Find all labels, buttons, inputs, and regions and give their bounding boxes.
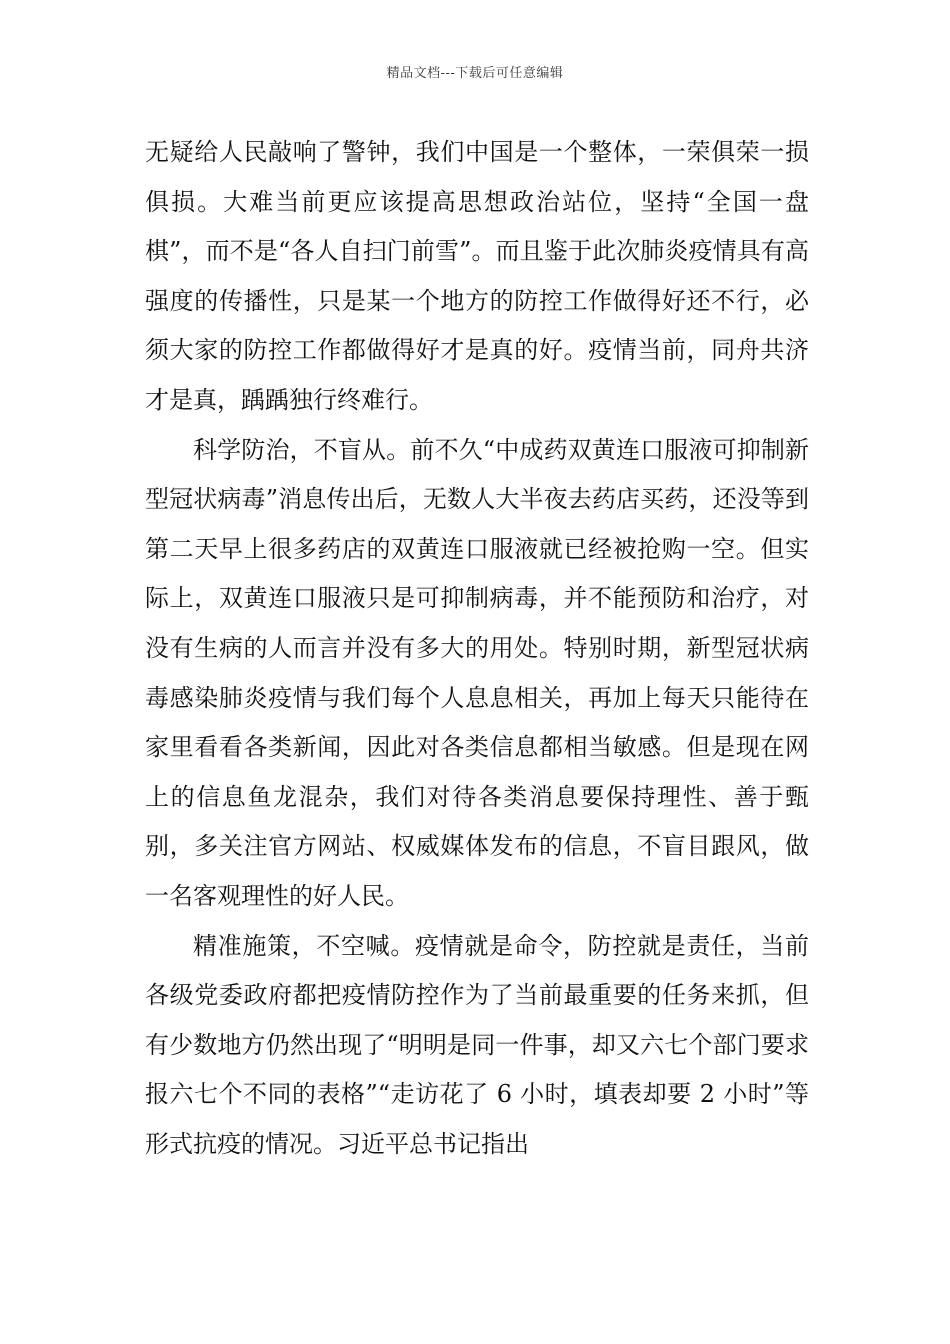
page-header: 精品文档---下载后可任意编辑 [386, 66, 564, 81]
paragraph-2: 科学防治，不盲从。前不久“中成药双黄连口服液可抑制新型冠状病毒”消息传出后，无数人大半夜去药店买药，还没等到第二天早上很多药店的双黄连口服液就已经被抢购一空。但实际上，双黄连口服液只是可抑制病毒，并不能预防和治疗，对没有生病的人而言并没有多大的用处。特别时期，新型冠状病毒感染肺炎疫情与我们每个人息息相关，再加上每天只能待在家里看看各类新闻，因此对各类信息都相当敏感。但是现在网上的信息鱼龙混杂，我们对待各类消息要保持理性、善于甄别，多关注官方网站、权威媒体发布的信息，不盲目跟风，做一名客观理性的好人民。 [145, 435, 809, 910]
paragraph-3: 精准施策，不空喊。疫情就是命令，防控就是责任，当前各级党委政府都把疫情防控作为了当前最重要的任务来抓，但有少数地方仍然出现了“明明是同一件事，却又六七个部门要求报六七个不同的表格”“走访花了 6 小时，填表却要 2 小时”等形式抗疫的情况。习近平总书记指出 [145, 931, 809, 1158]
paragraph-1: 无疑给人民敲响了警钟，我们中国是一个整体，一荣俱荣一损俱损。大难当前更应该提高思想政治站位，坚持“全国一盘棋”，而不是“各人自扫门前雪”。而且鉴于此次肺炎疫情具有高强度的传播性，只是某一个地方的防控工作做得好还不行，必须大家的防控工作都做得好才是真的好。疫情当前，同舟共济才是真，踽踽独行终难行。 [145, 138, 809, 414]
document-body [145, 128, 809, 1169]
